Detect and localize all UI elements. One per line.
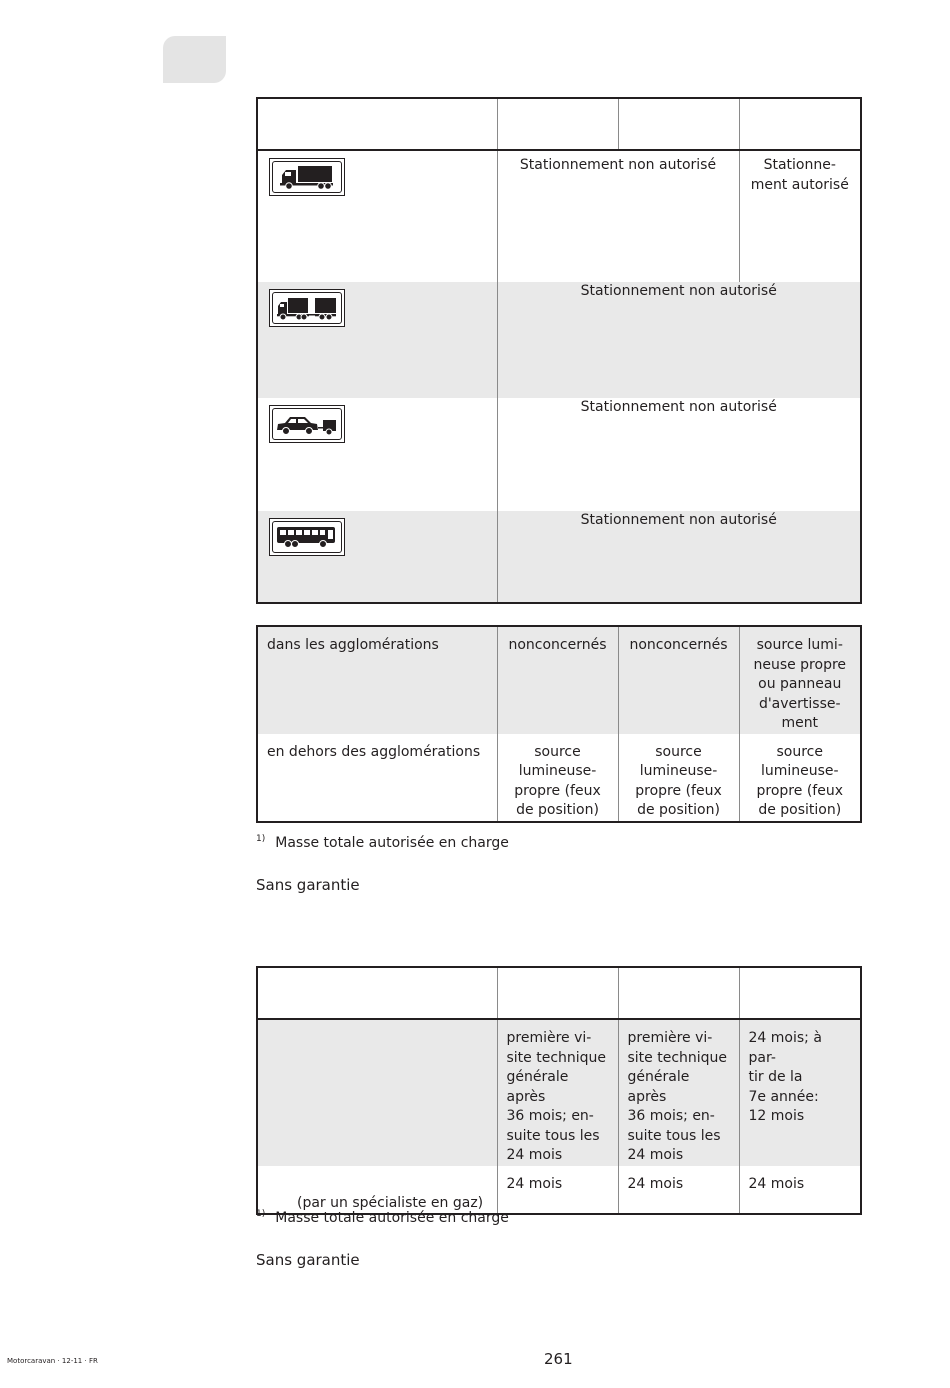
disclaimer-note: Sans garantie [256, 1251, 360, 1269]
table-row [257, 282, 861, 398]
header-cell [257, 967, 497, 1019]
table-row [257, 511, 861, 603]
car-trailer-sign-icon [269, 405, 345, 443]
parking-cell: Stationnement non autorisé [497, 282, 861, 398]
vehicle-cell [257, 511, 497, 603]
inspection-cell: 24 mois [739, 1166, 861, 1215]
header-cell [497, 967, 618, 1019]
table-row [257, 626, 861, 734]
header-cell [739, 98, 861, 150]
parking-table [256, 97, 862, 604]
lighting-cell: nonconcernés [618, 626, 739, 734]
footer-code: Motorcaravan · 12-11 · FR [7, 1357, 98, 1365]
parking-cell: Stationnement non autorisé [497, 511, 861, 603]
lighting-cell: source lumi- neuse propre ou panneau d'avertisse- ment [739, 626, 861, 734]
location-label: en dehors des agglomérations [267, 743, 481, 760]
table-row [257, 734, 861, 822]
table-row [257, 1019, 861, 1166]
truck-sign-icon [269, 158, 345, 196]
location-label: dans les agglomérations [257, 626, 497, 734]
chapter-tab-marker [163, 36, 226, 83]
footnote-text: Masse totale autorisée en charge [275, 1210, 509, 1226]
inspection-cell: 24 mois [497, 1166, 618, 1215]
footnote-marker: 1) [256, 834, 266, 844]
vehicle-cell [257, 398, 497, 511]
footnote-text: Masse totale autorisée en charge [275, 835, 509, 851]
inspection-table [256, 966, 862, 1215]
vehicle-cell [257, 150, 497, 282]
lighting-cell: source lumineuse- propre (feux de position) [739, 734, 861, 822]
lighting-cell: source lumineuse- propre (feux de position) [618, 734, 739, 822]
table-header-row [257, 98, 861, 150]
table-row [257, 150, 861, 282]
bus-sign-icon [269, 518, 345, 556]
header-cell [618, 967, 739, 1019]
footnote-marker: 1) [256, 1209, 266, 1219]
header-cell [739, 967, 861, 1019]
parking-cell: Stationne- ment autorisé [750, 157, 849, 193]
parking-cell: Stationnement non autorisé [497, 398, 861, 511]
inspection-cell: 24 mois; à par- tir de la 7e année: 12 mois [739, 1019, 861, 1166]
footnote [256, 1210, 509, 1226]
lighting-cell: nonconcernés [497, 626, 618, 734]
table-row [257, 398, 861, 511]
header-cell [618, 98, 739, 150]
page-number: 261 [544, 1350, 573, 1368]
table-header-row [257, 967, 861, 1019]
lighting-cell: source lumineuse- propre (feux de position) [497, 734, 618, 822]
inspection-label [257, 1019, 497, 1166]
header-cell [497, 98, 618, 150]
inspection-cell: première vi- site technique générale après 36 mois; en- suite tous les 24 mois [618, 1019, 739, 1166]
vehicle-cell [257, 282, 497, 398]
truck-trailer-sign-icon [269, 289, 345, 327]
inspection-cell: 24 mois [618, 1166, 739, 1215]
parking-cell: Stationnement non autorisé [497, 150, 739, 282]
inspection-cell: première vi- site technique générale après 36 mois; en- suite tous les 24 mois [497, 1019, 618, 1166]
footnote [256, 835, 509, 851]
inspection-label: (par un spécialiste en gaz) [297, 1194, 484, 1211]
header-cell [257, 98, 497, 150]
lighting-table [256, 625, 862, 823]
table-row [257, 1166, 861, 1215]
disclaimer-note: Sans garantie [256, 876, 360, 894]
